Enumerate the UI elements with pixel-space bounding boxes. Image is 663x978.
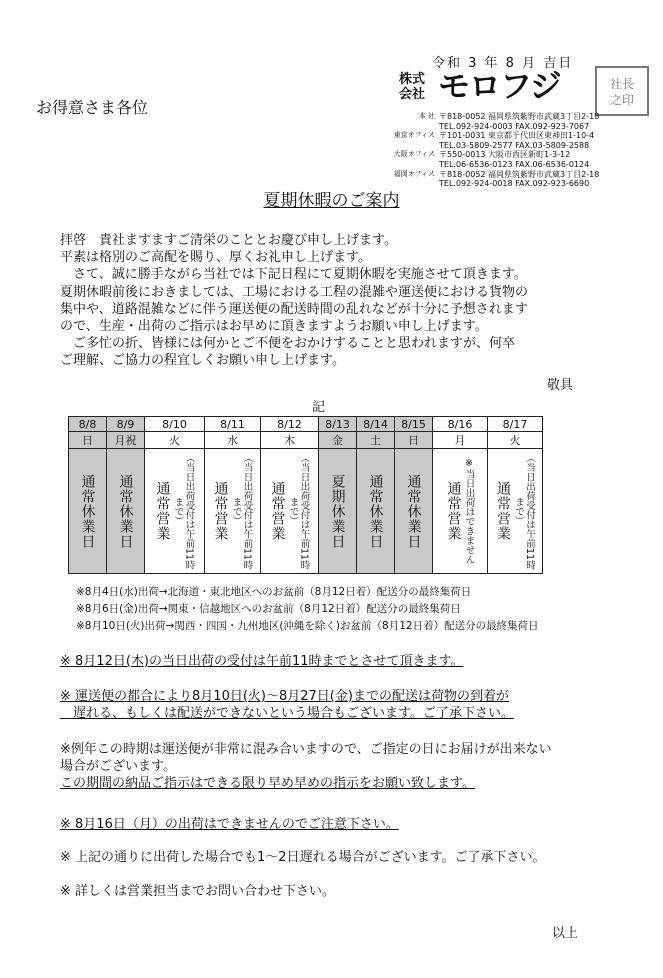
- schedule-date: 8/12: [261, 417, 319, 432]
- schedule-day: 水: [205, 432, 261, 449]
- holiday-schedule-table: [68, 416, 543, 574]
- note-contact: ※ 詳しくは営業担当までお問い合わせ下さい。: [60, 884, 336, 899]
- status-subtext: （当日出荷受付は午前11時まで）: [172, 452, 195, 570]
- office-text: TEL.092-924-0018 FAX.092-923-6690: [439, 179, 590, 189]
- status-subtext: （当日出荷受付は午前11時まで）: [287, 452, 310, 570]
- shipping-note: ※8月4日(水)出荷→北海道・東北地区へのお盆前（8月12日着）配送分の最終集荷日: [76, 586, 472, 598]
- schedule-status: [395, 449, 433, 574]
- schedule-status: [488, 449, 543, 574]
- schedule-date: 8/17: [488, 417, 543, 432]
- ki-label: 記: [312, 400, 326, 415]
- company-logo: [390, 67, 652, 189]
- office-label: 東京オフィス: [393, 131, 435, 140]
- schedule-status: [205, 449, 261, 574]
- schedule-status: [261, 449, 319, 574]
- schedule-day: 木: [261, 432, 319, 449]
- schedule-day: 月: [433, 432, 488, 449]
- status-subtext: （当日出荷受付は午前11時まで）: [230, 452, 253, 570]
- status-text: 通常休業日: [117, 473, 134, 549]
- note-delay-days: ※ 上記の通りに出荷した場合でも1～2日遅れる場合がございます。ご了承下さい。: [60, 850, 546, 865]
- note-delivery-delay: ※ 運送便の都合により8月10日(火)～8月27日(金)までの配送は荷物の到着が 遅れる、もしくは配送ができないという場合もございます。ご了承下さい。: [60, 689, 514, 721]
- schedule-day: 金: [319, 432, 357, 449]
- status-text: 通常営業: [212, 481, 229, 541]
- schedule-date: 8/14: [357, 417, 395, 432]
- office-label: 本 社: [418, 112, 435, 120]
- schedule-date: 8/15: [395, 417, 433, 432]
- office-label: [390, 160, 439, 170]
- note-aug12: ※ 8月12日(木)の当日出荷の受付は午前11時までとさせて頂きます。: [60, 654, 464, 669]
- schedule-date: 8/9: [107, 417, 145, 432]
- schedule-day: 火: [488, 432, 543, 449]
- office-label: [390, 122, 439, 132]
- schedule-date: 8/11: [205, 417, 261, 432]
- schedule-date: 8/10: [145, 417, 205, 432]
- schedule-date: 8/16: [433, 417, 488, 432]
- office-line: [390, 150, 652, 160]
- note-early-order: この期間の納品ご指示はできる限り早め早めの指示をお願い致します。: [60, 776, 475, 791]
- office-text: TEL.06-6536-0123 FAX.06-6536-0124: [439, 159, 590, 169]
- company-name: モロフジ: [438, 67, 561, 105]
- office-line: [390, 170, 652, 180]
- schedule-status: [145, 449, 205, 574]
- office-line: [390, 141, 652, 151]
- status-text: 通常営業: [495, 481, 511, 541]
- schedule-day: 土: [357, 432, 395, 449]
- company-seal: 社長 之印: [595, 66, 649, 116]
- shipping-note: ※8月10日(火)出荷→関西・四国・九州地区(沖縄を除く)お盆前（8月12日着）配送分の最終集荷日: [76, 620, 539, 632]
- schedule-date: 8/8: [69, 417, 107, 432]
- day-row: [69, 432, 543, 449]
- office-label: [390, 141, 439, 151]
- status-subtext: （当日出荷受付は午前11時まで）: [513, 452, 535, 570]
- status-subtext: ※当日出荷はできません: [463, 458, 475, 564]
- status-row: [69, 449, 543, 574]
- letter-body: 拝啓 貴社ますますご清栄のこととお慶び申し上げます。 平素は格別のご高配を賜り、厚くお礼申し上げます。 さて、誠に勝手ながら当社では下記日程にて夏期休暇を実施させて頂きます。 夏期休暇前後におきましては、工場における工程の混雑や運送便における貨物の 集中や、道路混雑などに伴う運送便の配送時間の乱れなどが十分に予想されます ので、生産・出荷のご指示はお早めに頂きますようお願い申し上げます。 ご多忙の折、皆様には何かとご不便をおかけすることと思われますが、何卒 ご理解、ご協力の程宜しくお願い申し上げます。: [60, 233, 529, 369]
- schedule-status: [107, 449, 145, 574]
- status-text: 通常営業: [445, 481, 462, 541]
- shipping-notes: [76, 584, 539, 635]
- schedule-day: 日: [395, 432, 433, 449]
- office-text: 〒550-0013 大阪市西区新町1-3-12: [439, 150, 571, 160]
- keigu: 敬具: [547, 378, 574, 393]
- office-label: 大阪オフィス: [393, 150, 435, 159]
- office-text: TEL.03-5809-2577 FAX.03-5809-2588: [439, 140, 590, 150]
- schedule-day: 火: [145, 432, 205, 449]
- schedule-date: 8/13: [319, 417, 357, 432]
- office-text: TEL.092-924-0003 FAX.092-923-7067: [439, 121, 590, 131]
- office-line: [390, 131, 652, 141]
- page-title: 夏期休暇のご案内: [263, 191, 400, 211]
- status-text: 通常休業日: [367, 473, 384, 549]
- note-aug16: ※ 8月16日（月）の出荷はできませんのでご注意下さい。: [60, 817, 399, 832]
- schedule-status: [69, 449, 107, 574]
- schedule-status: [357, 449, 395, 574]
- status-text: 通常休業日: [405, 473, 422, 549]
- office-line: [390, 160, 652, 170]
- schedule-status: [319, 449, 357, 574]
- schedule-status: [433, 449, 488, 574]
- office-text: 〒818-0052 福岡県筑紫野市武蔵3丁目2-18: [439, 112, 600, 121]
- office-list: [390, 112, 652, 189]
- status-text: 通常休業日: [79, 473, 96, 549]
- recipient: お得意さま各位: [36, 98, 149, 117]
- office-label: 福岡オフィス: [393, 169, 435, 178]
- status-text: 夏期休業日: [329, 473, 346, 549]
- office-text: 〒101-0031 東京都千代田区東神田1-10-4: [439, 131, 595, 141]
- status-text: 通常営業: [154, 481, 171, 541]
- office-line: [390, 122, 652, 132]
- status-text: 通常営業: [269, 481, 286, 541]
- ijo: 以上: [552, 926, 579, 941]
- note-congestion: ※例年この時期は運送便が非常に混み合いますので、ご指定の日にお届けが出来ない 場合がございます。: [60, 742, 552, 774]
- kaisha-label: 株式 会社: [398, 72, 425, 102]
- office-text: 〒818-0052 福岡県筑紫野市武蔵3丁目2-18: [439, 169, 600, 179]
- issue-date: 令和 3 年 8 月 吉日: [432, 56, 574, 71]
- schedule-day: 日: [69, 432, 107, 449]
- shipping-note: ※8月6日(金)出荷→関東・信越地区へのお盆前（8月12日着）配送分の最終集荷日: [76, 603, 461, 615]
- date-row: [69, 417, 543, 432]
- office-line: [390, 112, 652, 122]
- schedule-day: 月祝: [107, 432, 145, 449]
